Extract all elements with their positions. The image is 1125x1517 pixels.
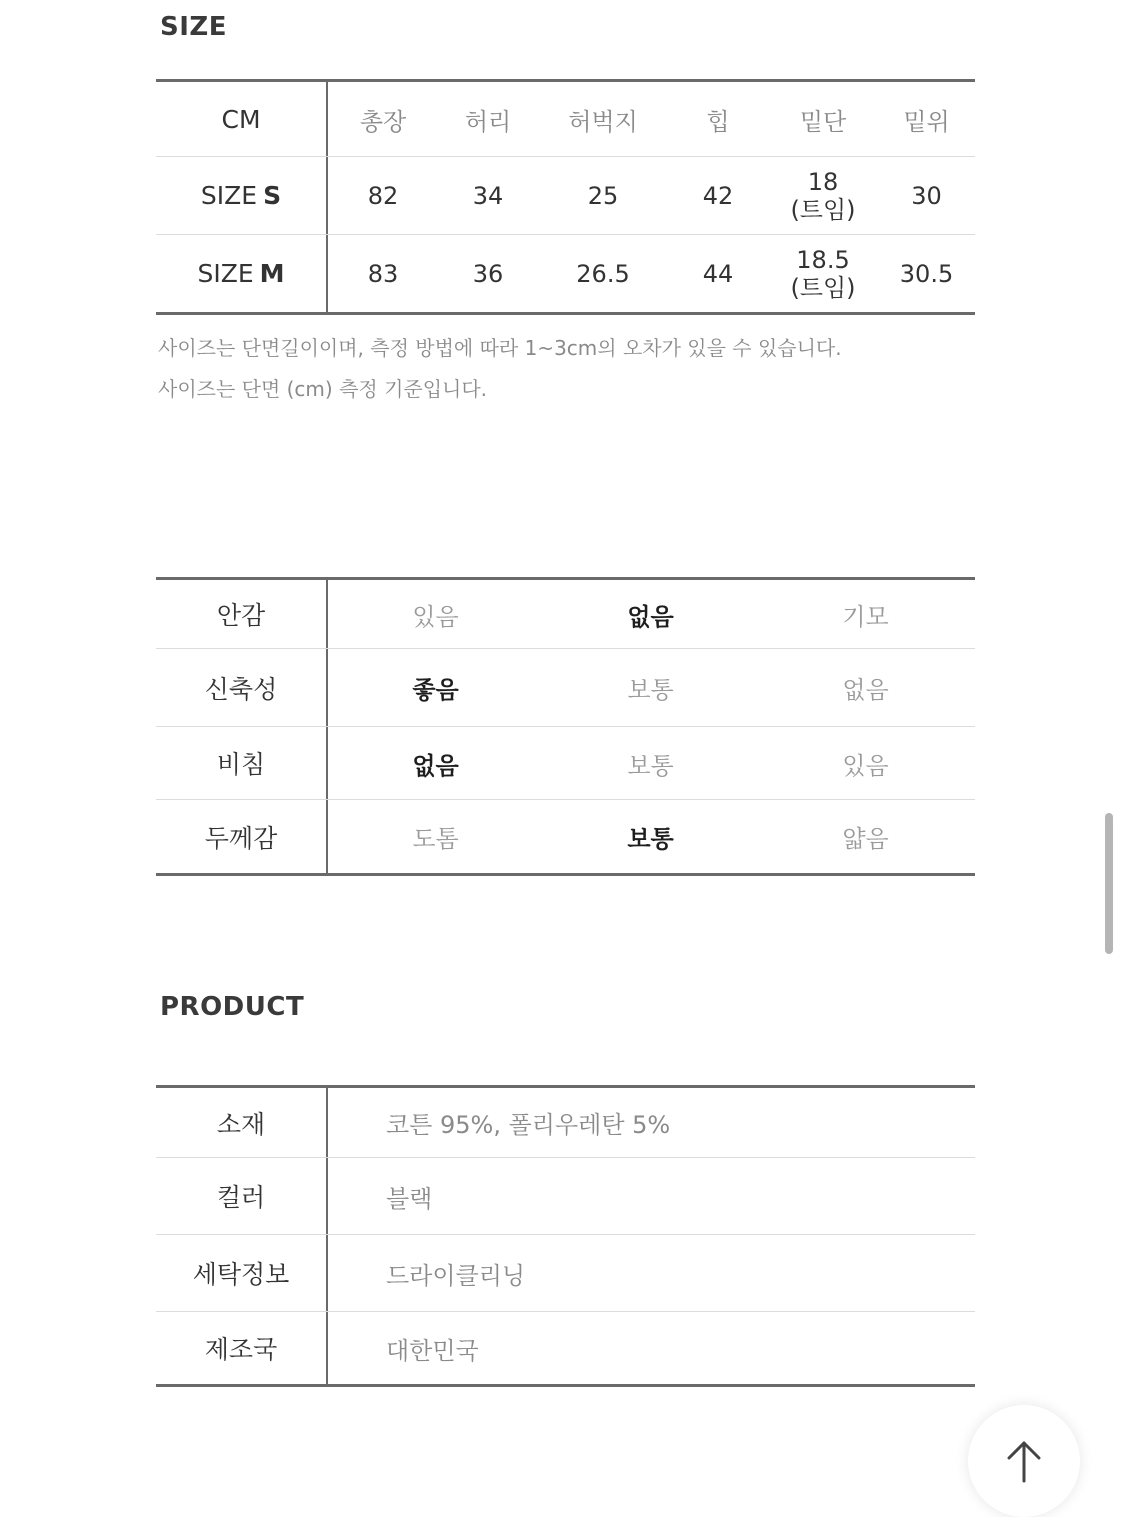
size-value-hem-number: 18.5 [796, 245, 850, 274]
size-row-label [156, 235, 328, 312]
feel-option: 있음 [842, 751, 889, 780]
product-row-label: 소재 [156, 1088, 328, 1157]
feel-option-selected: 없음 [627, 602, 674, 631]
size-row-m [156, 235, 975, 312]
product-row-color [156, 1158, 975, 1235]
size-value-thigh: 25 [587, 181, 619, 210]
size-value-waist: 36 [472, 259, 504, 288]
product-row-value: 코튼 95%, 폴리우레탄 5% [386, 1111, 671, 1139]
size-header-hip: 힙 [706, 107, 730, 136]
size-value-hip: 44 [702, 259, 734, 288]
feel-row-label: 비침 [156, 727, 328, 799]
feel-row-sheerness [156, 727, 975, 800]
size-value-rise: 30.5 [899, 259, 954, 288]
size-row-label-prefix: SIZE [200, 181, 258, 210]
size-value-hem-number: 18 [807, 167, 839, 196]
product-row-value: 블랙 [386, 1184, 433, 1213]
size-value-hem-note: (트임) [790, 195, 856, 224]
product-row-care [156, 1235, 975, 1312]
size-table-header-row [156, 82, 975, 157]
size-row-label-prefix: SIZE [197, 259, 254, 288]
feel-option: 도톰 [412, 825, 459, 853]
product-row-material [156, 1088, 975, 1158]
feel-option: 보통 [627, 751, 674, 780]
product-section-title: PRODUCT [160, 992, 305, 1022]
feel-option-selected: 없음 [412, 751, 459, 780]
size-notes [158, 328, 842, 410]
feel-row-stretch [156, 649, 975, 727]
size-note-line: 사이즈는 단면 (cm) 측정 기준입니다. [158, 377, 488, 401]
product-row-origin [156, 1312, 975, 1384]
fabric-feel-table [156, 577, 975, 876]
product-info-table [156, 1085, 975, 1387]
product-row-value: 대한민국 [386, 1336, 479, 1365]
scroll-to-top-button[interactable] [968, 1405, 1080, 1517]
feel-row-label: 두께감 [156, 800, 328, 873]
size-value-total-length: 83 [367, 259, 399, 288]
product-row-label: 세탁정보 [156, 1235, 328, 1311]
size-value-hem-note: (트임) [790, 273, 856, 302]
size-value-hip: 42 [702, 181, 734, 210]
arrow-up-icon [1005, 1439, 1043, 1483]
size-row-label-size: M [259, 259, 285, 288]
feel-row-label: 안감 [156, 580, 328, 648]
size-note-line: 사이즈는 단면길이이며, 측정 방법에 따라 1~3cm의 오차가 있을 수 있습니다. [158, 336, 842, 360]
product-row-label: 컬러 [156, 1158, 328, 1234]
size-header-total-length: 총장 [359, 107, 407, 136]
size-value-hem [768, 235, 878, 312]
size-header-rise: 밑위 [903, 107, 950, 136]
size-header-label: CM [156, 82, 328, 156]
size-value-total-length: 82 [367, 181, 399, 210]
feel-option: 있음 [412, 602, 459, 631]
feel-row-thickness [156, 800, 975, 873]
size-value-rise: 30 [911, 181, 942, 210]
size-row-label-size: S [263, 181, 282, 210]
size-section-title: SIZE [160, 12, 228, 42]
product-row-value: 드라이클리닝 [386, 1261, 526, 1290]
product-row-label: 제조국 [156, 1312, 328, 1384]
feel-option: 보통 [627, 676, 674, 704]
feel-option: 얇음 [842, 825, 889, 853]
size-value-thigh: 26.5 [576, 259, 630, 288]
feel-option-selected: 보통 [627, 825, 674, 853]
size-table [156, 79, 975, 315]
feel-option: 없음 [842, 676, 889, 704]
size-header-hem: 밑단 [799, 107, 847, 136]
feel-row-lining [156, 580, 975, 649]
size-row-s [156, 157, 975, 235]
feel-option-selected: 좋음 [412, 676, 459, 704]
page-scrollbar[interactable] [1105, 813, 1113, 954]
size-value-waist: 34 [472, 181, 504, 210]
size-row-label [156, 157, 328, 234]
feel-option: 기모 [842, 602, 889, 631]
size-header-thigh: 허벅지 [568, 107, 638, 136]
feel-row-label: 신축성 [156, 649, 328, 726]
size-value-hem [768, 157, 878, 234]
size-header-waist: 허리 [464, 107, 512, 136]
